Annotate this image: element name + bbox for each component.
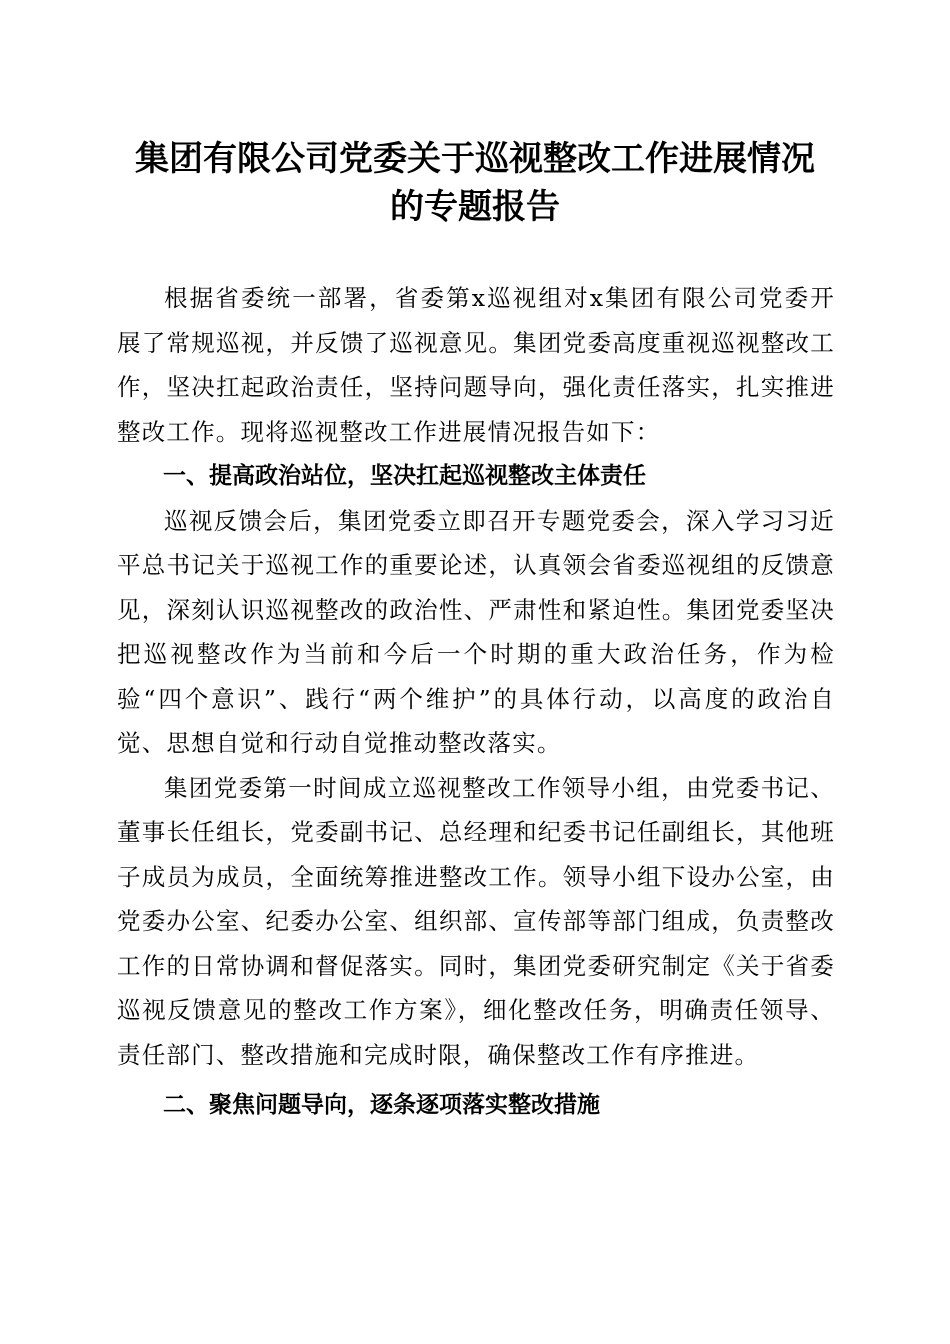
- section-1-paragraph-2: 集团党委第一时间成立巡视整改工作领导小组，由党委书记、董事长任组长，党委副书记、总经理和纪委书记任副组长，其他班子成员为成员，全面统筹推进整改工作。领导小组下设办公室，由党委办公室、纪委办公室、组织部、宣传部等部门组成，负责整改工作的日常协调和督促落实。同时，集团党委研究制定《关于省委巡视反馈意见的整改工作方案》，细化整改任务，明确责任领导、责任部门、整改措施和完成时限，确保整改工作有序推进。: [117, 773, 835, 1069]
- section-1-heading: 一、提高政治站位，坚决扛起巡视整改主体责任: [163, 463, 646, 489]
- section-1-paragraph-1: 巡视反馈会后，集团党委立即召开专题党委会，深入学习习近平总书记关于巡视工作的重要论述，认真领会省委巡视组的反馈意见，深刻认识巡视整改的政治性、严肃性和紧迫性。集团党委坚决把巡视整改作为当前和今后一个时期的重大政治任务，作为检验“四个意识”、践行“两个维护”的具体行动，以高度的政治自觉、思想自觉和行动自觉推动整改落实。: [117, 506, 835, 757]
- intro-paragraph: 根据省委统一部署，省委第x巡视组对x集团有限公司党委开展了常规巡视，并反馈了巡视意见。集团党委高度重视巡视整改工作，坚决扛起政治责任，坚持问题导向，强化责任落实，扎实推进整改工作。现将巡视整改工作进展情况报告如下：: [117, 284, 835, 446]
- document-title-line-1: 集团有限公司党委关于巡视整改工作进展情况: [135, 139, 815, 179]
- section-2-heading: 二、聚焦问题导向，逐条逐项落实整改措施: [163, 1092, 600, 1118]
- document-title-line-2: 的专题报告: [390, 187, 560, 227]
- document-body: [117, 276, 835, 1128]
